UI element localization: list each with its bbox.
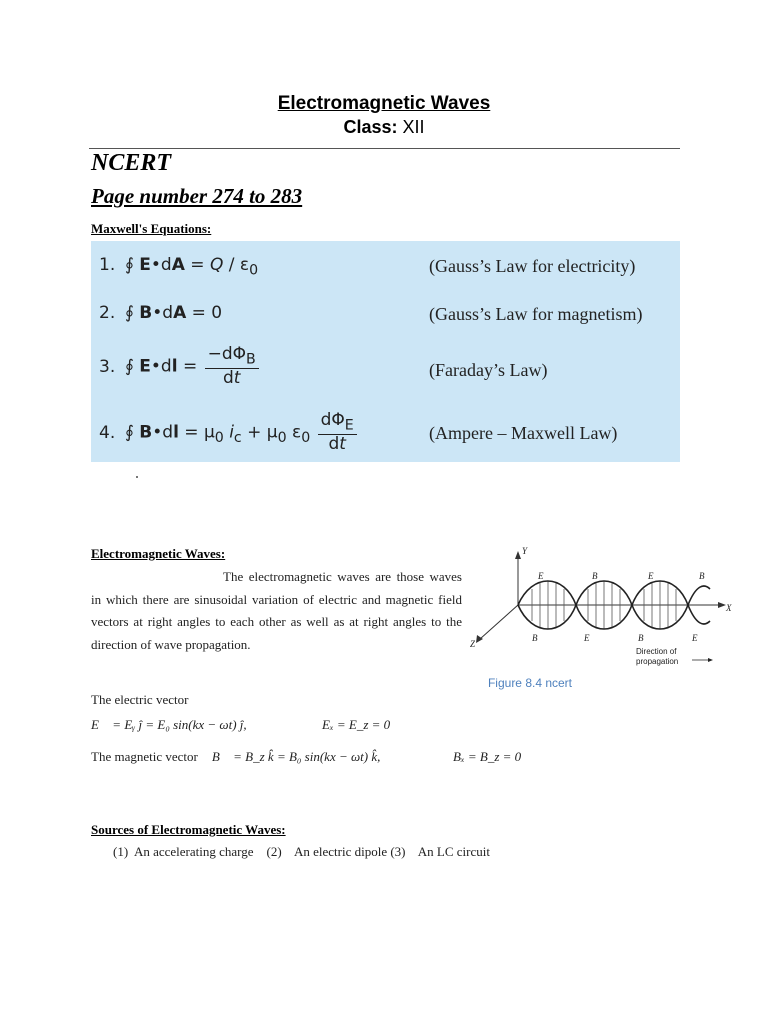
equation-3: 3. ∮ E•dl = $\frac{-d\Phi_B}{dt}$ xyxy=(99,345,261,388)
bottom-label: E xyxy=(584,633,590,643)
direction-label-1: Direction of xyxy=(636,647,677,656)
top-label: E xyxy=(538,571,544,581)
electric-vector-components: Eₓ = E_z = 0 xyxy=(322,717,391,732)
equation-number: 1. xyxy=(99,255,116,275)
magnetic-vector-line xyxy=(91,749,380,765)
equation-law-2: (Gauss’s Law for magnetism) xyxy=(429,304,643,324)
magnetic-vector-components: Bₓ = B_z = 0 xyxy=(453,749,522,764)
equation-1: 1. ∮ E•dA = Q / $\varepsilon_0$ xyxy=(99,255,259,279)
equation-law-4: (Ampere – Maxwell Law) xyxy=(429,423,618,443)
bottom-label: B xyxy=(638,633,644,643)
class-line xyxy=(0,117,768,138)
y-axis-arrow-icon xyxy=(515,551,521,559)
axis-x-label: X xyxy=(726,603,732,613)
equation-number: 3. xyxy=(99,356,116,377)
bottom-label: B xyxy=(532,633,538,643)
class-label: Class: xyxy=(343,117,398,137)
z-axis xyxy=(480,605,518,639)
electric-vector-label: The electric vector xyxy=(91,692,189,707)
direction-arrow-icon xyxy=(708,658,713,662)
em-wave-figure xyxy=(466,543,758,671)
axis-y-label: Y xyxy=(522,546,528,556)
direction-label-2: propagation xyxy=(636,657,679,666)
top-label: B xyxy=(592,571,598,581)
ncert-heading: NCERT xyxy=(91,150,172,176)
sources-heading: Sources of Electromagnetic Waves: xyxy=(91,822,286,837)
sources-list: (1) An accelerating charge (2) An electric dipole (3) An LC circuit xyxy=(113,844,490,859)
page-title: Electromagnetic Waves xyxy=(277,93,491,114)
equation-4: 4. ∮ B•dl = $\mu_0$ $i_c + \mu_0$ $\varepsilon_0$ $\frac{d\Phi_E}{dt}$ xyxy=(99,411,359,454)
class-value: XII xyxy=(402,117,425,137)
axis-z-label: Z xyxy=(470,639,476,649)
divider xyxy=(89,148,680,149)
electric-vector-equation: E⃗ = Eᵧ ĵ = E₀ sin(kx − ωt) ĵ, xyxy=(91,717,247,732)
magnetic-vector-equation: B⃗ = B_z k̂ = B₀ sin(kx − ωt) k̂, xyxy=(211,749,381,764)
bottom-label: E xyxy=(692,633,698,643)
top-label: E xyxy=(648,571,654,581)
maxwell-heading: Maxwell's Equations: xyxy=(91,221,212,236)
em-waves-text: The electromagnetic waves are those waves in which there are sinusoidal variation of electric and magnetic field vectors at right angles to each other as well as at right angles to the direction of wave propagation. xyxy=(91,569,462,652)
stray-dot xyxy=(136,476,138,478)
equation-number: 2. xyxy=(99,303,116,323)
x-axis-arrow-icon xyxy=(718,602,726,608)
equation-2: 2. ∮ B•dA = 0 xyxy=(99,303,223,323)
page-range-heading: Page number 274 to 283 xyxy=(91,184,303,208)
magnetic-vector-label: The magnetic vector xyxy=(91,749,198,764)
maxwell-equations-box xyxy=(91,241,680,462)
equation-law-3: (Faraday’s Law) xyxy=(429,360,548,380)
top-label: B xyxy=(699,571,705,581)
figure-caption: Figure 8.4 ncert xyxy=(487,676,573,690)
equation-law-1: (Gauss’s Law for electricity) xyxy=(429,256,636,276)
em-waves-paragraph xyxy=(91,566,462,656)
z-axis-arrow-icon xyxy=(476,635,483,643)
equation-number: 4. xyxy=(99,422,116,443)
em-waves-heading: Electromagnetic Waves: xyxy=(91,546,226,561)
